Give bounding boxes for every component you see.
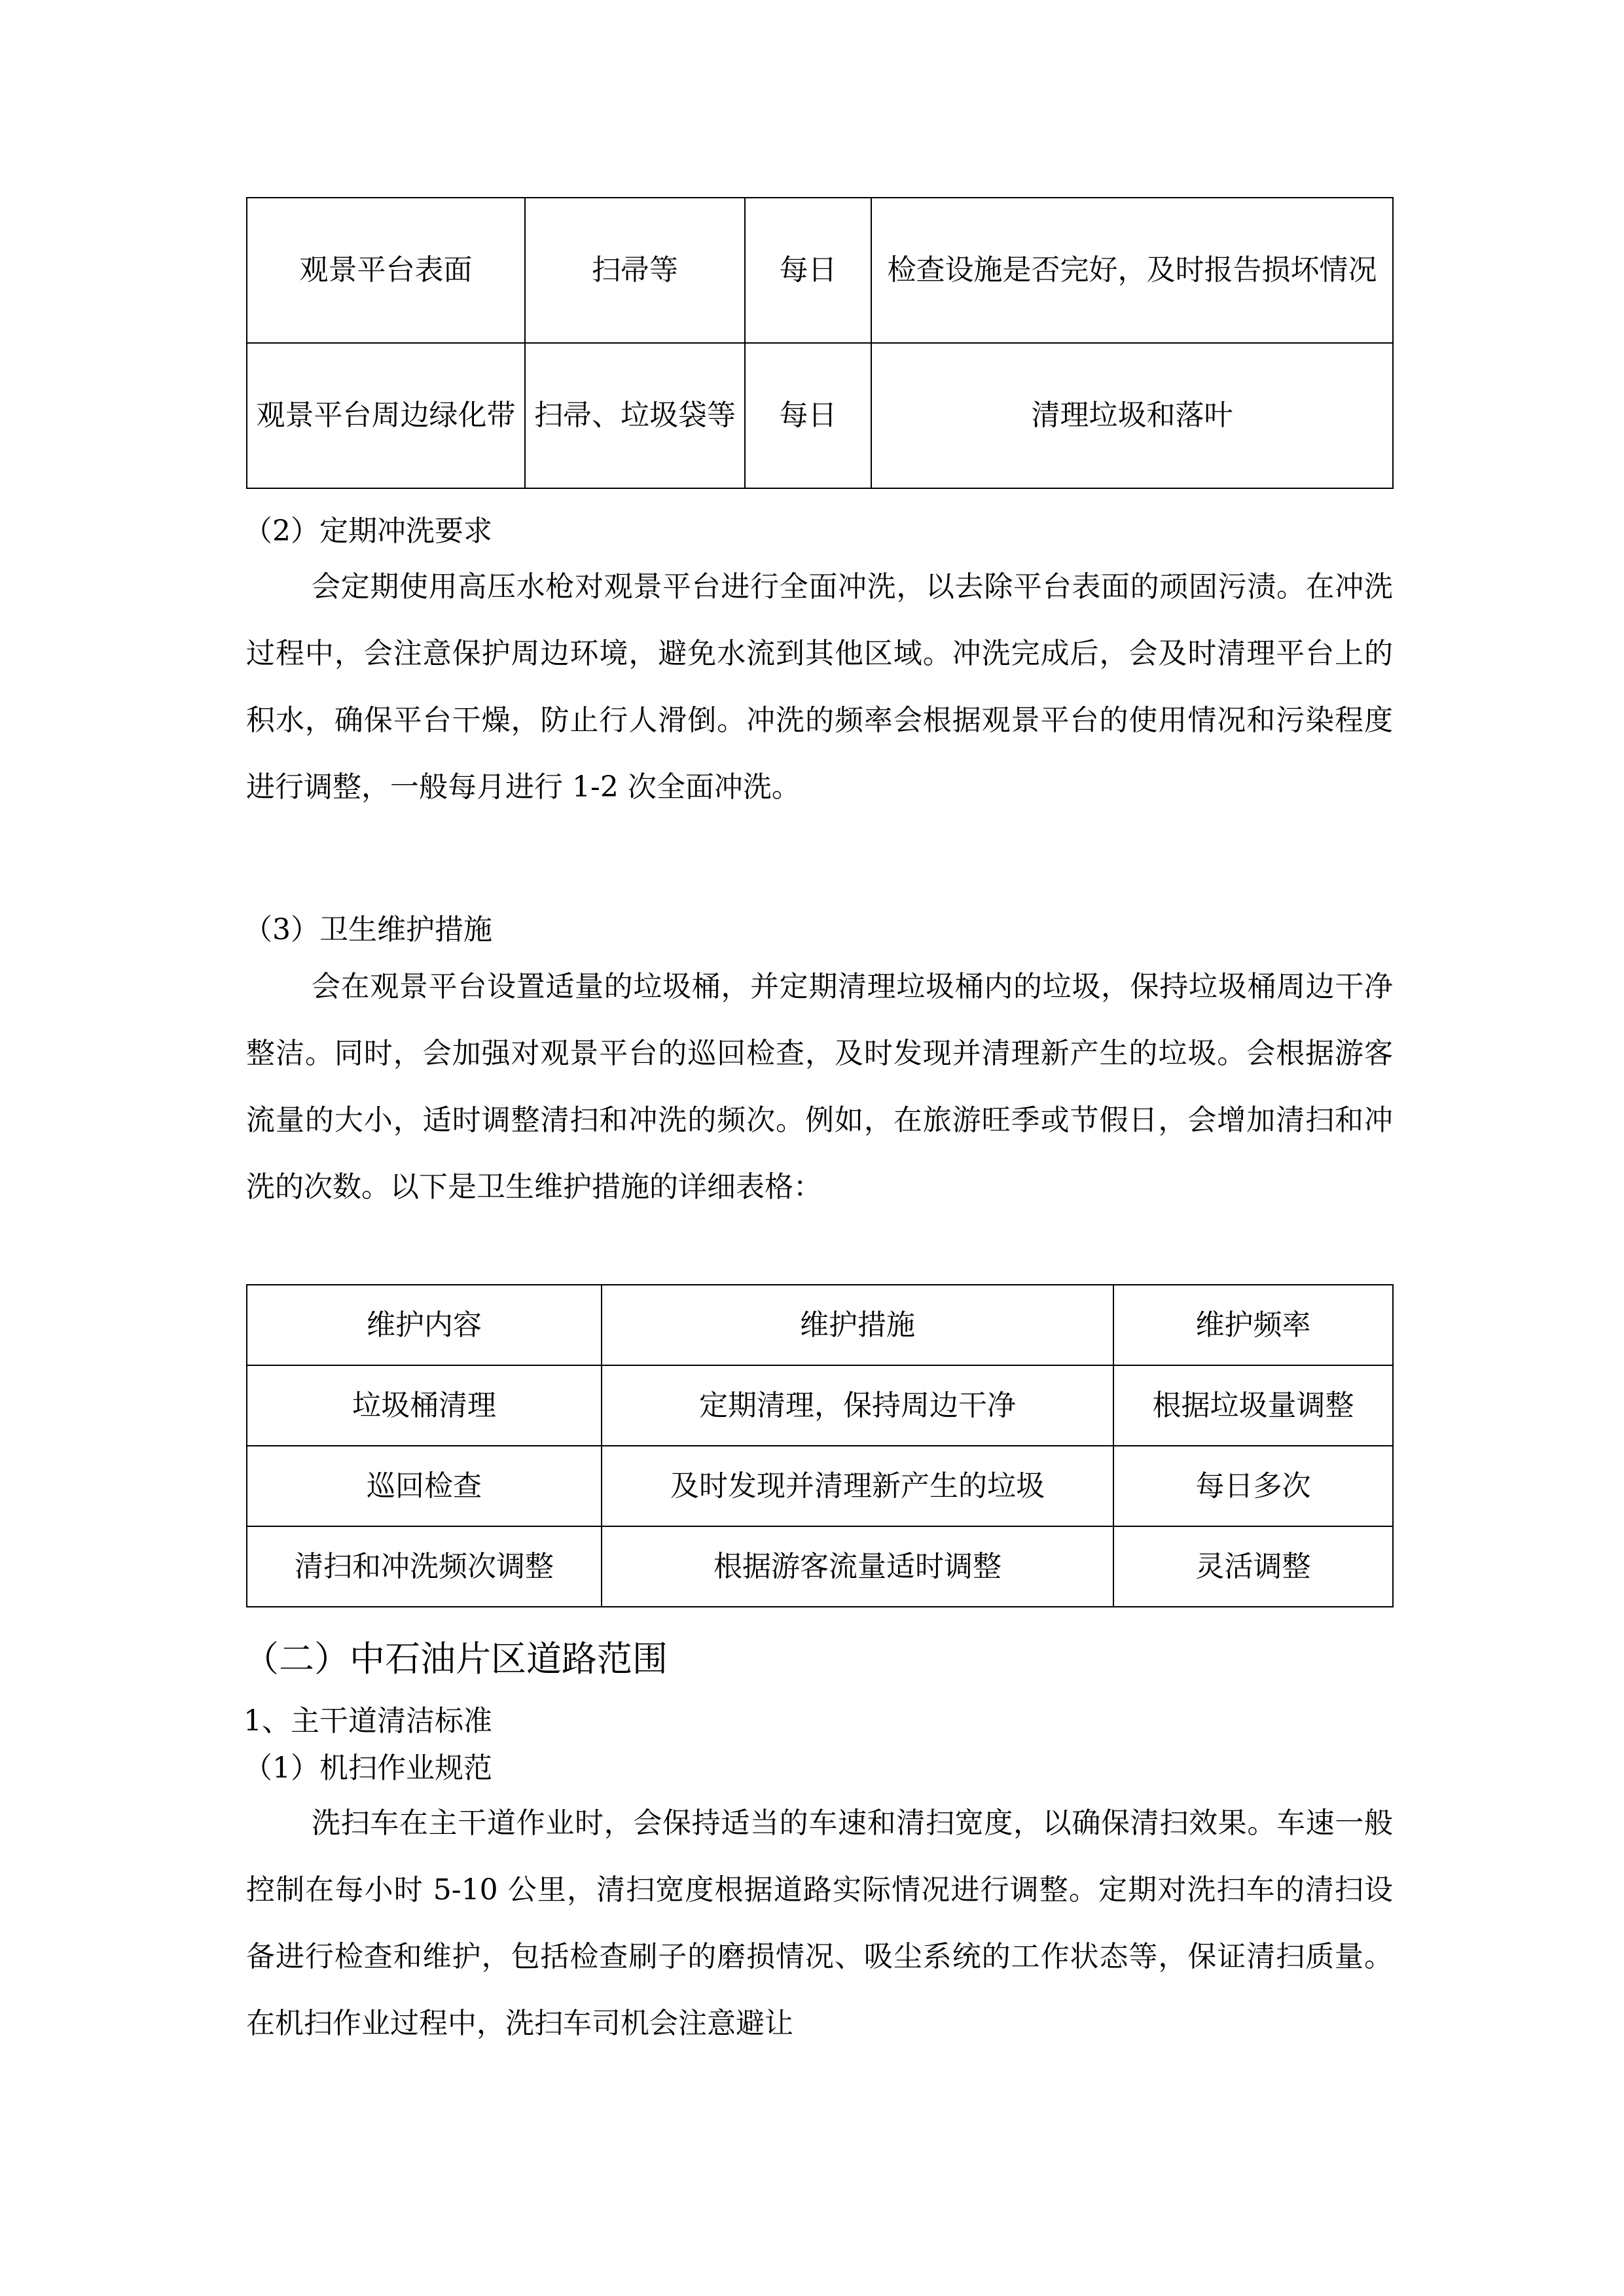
paragraph: 会定期使用高压水枪对观景平台进行全面冲洗，以去除平台表面的顽固污渍。在冲洗过程中，会注意保护周边环境，避免水流到其他区域。冲洗完成后，会及时清理平台上的积水，确保平台干燥，防止行人滑倒。冲洗的频率会根据观景平台的使用情况和污染程度进行调整，一般每月进行 1-2 次全面冲洗。 — [246, 570, 1393, 804]
table-header-cell: 维护内容 — [247, 1285, 602, 1365]
table-cell: 灵活调整 — [1113, 1526, 1393, 1607]
table-cell: 定期清理，保持周边干净 — [602, 1365, 1113, 1446]
cleaning-tools-table — [246, 197, 1394, 489]
table-header-cell: 维护频率 — [1113, 1285, 1393, 1365]
table-cell: 每日 — [745, 343, 871, 488]
table-cell: 检查设施是否完好，及时报告损坏情况 — [871, 198, 1393, 343]
section-heading: （1）机扫作业规范 — [244, 1751, 492, 1785]
table-cell: 观景平台周边绿化带 — [247, 343, 525, 488]
maintenance-measures-table — [246, 1284, 1394, 1607]
paragraph: 洗扫车在主干道作业时，会保持适当的车速和清扫宽度，以确保清扫效果。车速一般控制在每小时 5-10 公里，清扫宽度根据道路实际情况进行调整。定期对洗扫车的清扫设备进行检查和维护，包括检查刷子的磨损情况、吸尘系统的工作状态等，保证清扫质量。在机扫作业过程中，洗扫车司机会注意避让 — [246, 1806, 1393, 2040]
table-cell: 扫帚等 — [525, 198, 745, 343]
table-header-cell: 维护措施 — [602, 1285, 1113, 1365]
table-row — [247, 343, 1393, 488]
section-heading: 1、主干道清洁标准 — [244, 1704, 492, 1738]
table-cell: 清扫和冲洗频次调整 — [247, 1526, 602, 1607]
table-cell: 观景平台表面 — [247, 198, 525, 343]
table-cell: 扫帚、垃圾袋等 — [525, 343, 745, 488]
table-row — [247, 1446, 1393, 1526]
table-row — [247, 198, 1393, 343]
table-cell: 巡回检查 — [247, 1446, 602, 1526]
table-cell: 根据垃圾量调整 — [1113, 1365, 1393, 1446]
table-cell: 清理垃圾和落叶 — [871, 343, 1393, 488]
table-header-row — [247, 1285, 1393, 1365]
section-heading: （3）卫生维护措施 — [244, 913, 492, 946]
section-heading: （2）定期冲洗要求 — [244, 514, 492, 548]
chapter-heading: （二）中石油片区道路范围 — [244, 1638, 668, 1679]
table-cell: 根据游客流量适时调整 — [602, 1526, 1113, 1607]
table-cell: 每日多次 — [1113, 1446, 1393, 1526]
table-cell: 垃圾桶清理 — [247, 1365, 602, 1446]
table-row — [247, 1365, 1393, 1446]
table-row — [247, 1526, 1393, 1607]
table-cell: 及时发现并清理新产生的垃圾 — [602, 1446, 1113, 1526]
table-cell: 每日 — [745, 198, 871, 343]
paragraph: 会在观景平台设置适量的垃圾桶，并定期清理垃圾桶内的垃圾，保持垃圾桶周边干净整洁。同时，会加强对观景平台的巡回检查，及时发现并清理新产生的垃圾。会根据游客流量的大小，适时调整清扫和冲洗的频次。例如，在旅游旺季或节假日，会增加清扫和冲洗的次数。以下是卫生维护措施的详细表格： — [246, 970, 1393, 1204]
